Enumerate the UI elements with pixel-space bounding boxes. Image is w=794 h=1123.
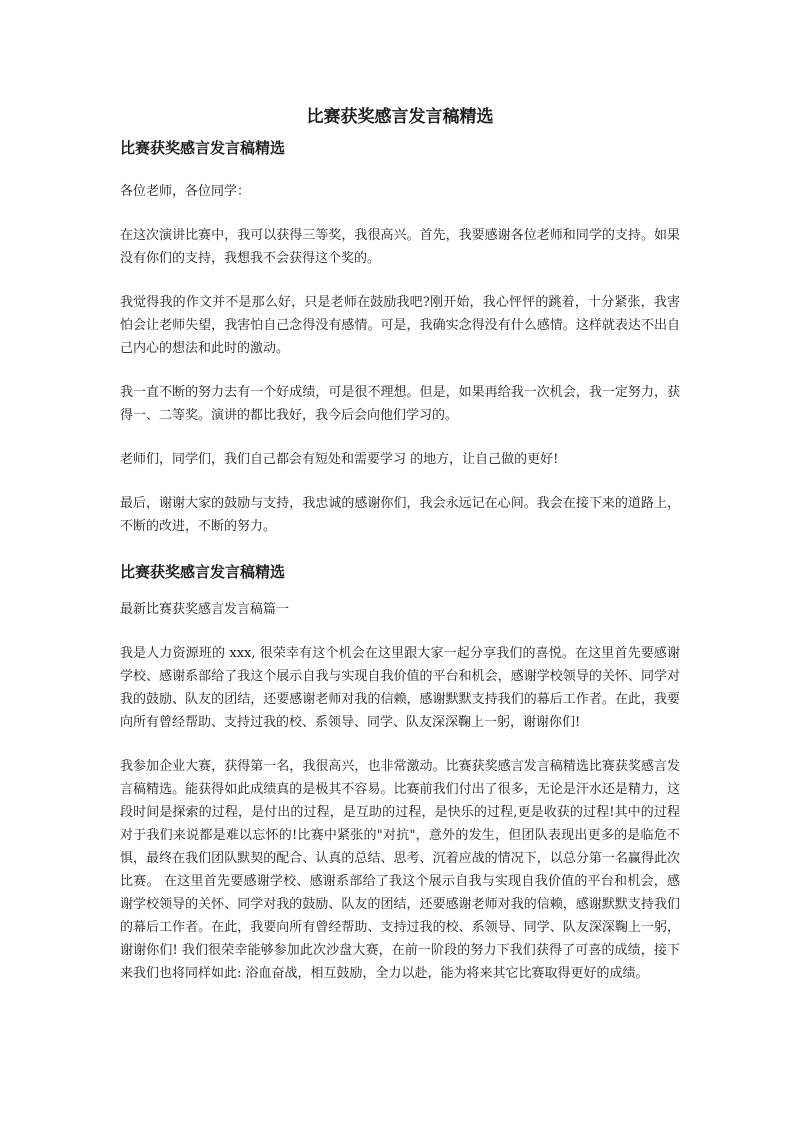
paragraph: 我是人力资源班的 xxx, 很荣幸有这个机会在这里跟大家一起分享我们的喜悦。在这里首先要感谢学校、感谢系部给了我这个展示自我与实现自我价值的平台和机会，感谢学校领导的关怀、同学对我的鼓励、队友的团结，还要感谢老师对我的信赖，感谢默默支持我们的幕后工作者。在此，我要向所有曾经帮助、支持过我的校、系领导、同学、队友深深鞠上一躬，谢谢你们! [120,646,680,730]
section-subtitle: 最新比赛获奖感言发言稿篇一 [120,602,290,617]
section-heading-1: 比赛获奖感言发言稿精选 [120,139,286,157]
section-heading-2: 比赛获奖感言发言稿精选 [120,563,286,581]
paragraph: 老师们，同学们，我们自己都会有短处和需要学习 的地方，让自己做的更好! [120,452,559,467]
paragraph: 我觉得我的作文并不是那么好，只是老师在鼓励我吧?刚开始，我心怦怦的跳着，十分紧张，我害怕会让老师失望，我害怕自己念得没有感情。可是，我确实念得没有什么感情。这样就表达不出自己内心的想法和此时的激动。 [120,295,680,356]
paragraph: 我参加企业大赛，获得第一名，我很高兴，也非常激动。比赛获奖感言发言稿精选比赛获奖感言发言稿精选。能获得如此成绩真的是极其不容易。比赛前我们付出了很多，无论是汗水还是精力，这段时间是探索的过程，是付出的过程，是互助的过程，是快乐的过程,更是收获的过程!其中的过程对于我们来说都是难以忘怀的!比赛中紧张的"对抗"，意外的发生，但团队表现出更多的是临危不惧，最终在我们团队默契的配合、认真的总结、思考、沉着应战的情况下，以总分第一名赢得此次比赛。 在这里首先要感谢学校、感谢系部给了我这个展示自我与实现自我价值的平台和机会，感谢学校领导的关怀、同学对我的鼓励、队友的团结，还要感谢老师对我的信赖，感谢默默支持我们的幕后工作者。在此，我要向所有曾经帮助、支持过我的校、系领导、同学、队友深深鞠上一躬，谢谢你们! 我们很荣幸能够参加此次沙盘大赛，在前一阶段的努力下我们获得了可喜的成绩，接下来我们也将同样如此: 浴血奋战，相互鼓励，全力以赴，能为将来其它比赛取得更好的成绩。 [120,759,680,981]
document-page [120,103,680,985]
greeting: 各位老师，各位同学： [120,184,251,199]
document-title: 比赛获奖感言发言稿精选 [306,107,494,127]
paragraph: 最后，谢谢大家的鼓励与支持，我忠诚的感谢你们，我会永远记在心间。我会在接下来的道路上，不断的改进，不断的努力。 [120,496,680,534]
paragraph: 我一直不断的努力去有一个好成绩，可是很不理想。但是，如果再给我一次机会，我一定努力，获得一、二等奖。演讲的都比我好，我今后会向他们学习的。 [120,385,680,423]
paragraph: 在这次演讲比赛中，我可以获得三等奖，我很高兴。首先，我要感谢各位老师和同学的支持。如果没有你们的支持，我想我不会获得这个奖的。 [120,228,680,266]
